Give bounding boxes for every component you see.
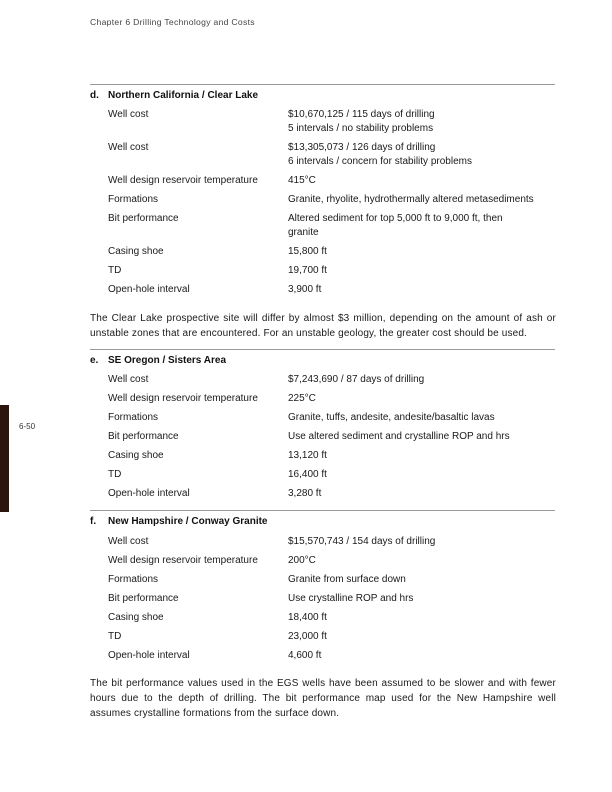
spec-label: Well design reservoir temperature — [108, 393, 258, 404]
body-paragraph: The Clear Lake prospective site will differ by almost $3 million, depending on the amount of ash or unstable zones that are encountered. For an unstable geology, the greater cost should be used. — [90, 313, 556, 339]
section-heading: Northern California / Clear Lake — [108, 90, 259, 101]
section-divider — [90, 510, 555, 511]
spec-value: Granite from surface down — [288, 574, 406, 585]
section-heading: New Hampshire / Conway Granite — [108, 516, 268, 527]
spec-label: Well design reservoir temperature — [108, 555, 258, 566]
spec-label: Bit performance — [108, 431, 179, 442]
spec-value: 15,800 ft — [288, 246, 327, 257]
spec-label: Casing shoe — [108, 450, 164, 461]
spec-label: Well design reservoir temperature — [108, 175, 258, 186]
spec-value: 19,700 ft — [288, 265, 327, 276]
spec-label: Well cost — [108, 109, 149, 120]
spec-value: Use altered sediment and crystalline ROP and hrs — [288, 431, 510, 442]
section-letter: e. — [90, 355, 99, 366]
spec-label: Casing shoe — [108, 612, 164, 623]
spec-value: 225°C — [288, 393, 316, 404]
spec-value: 4,600 ft — [288, 650, 322, 661]
spec-value: 415°C — [288, 175, 316, 186]
page-edge-tab — [0, 405, 9, 512]
spec-value: 23,000 ft — [288, 631, 327, 642]
spec-value: Granite, tuffs, andesite, andesite/basaltic lavas — [288, 412, 495, 423]
spec-label: Casing shoe — [108, 246, 164, 257]
spec-label: Formations — [108, 574, 159, 585]
section-title-d — [90, 90, 258, 101]
section-letter: d. — [90, 90, 99, 101]
spec-label: Bit performance — [108, 593, 179, 604]
spec-label: TD — [108, 265, 122, 276]
spec-label: TD — [108, 469, 122, 480]
spec-value: 3,900 ft — [288, 284, 322, 295]
running-head: Chapter 6 Drilling Technology and Costs — [90, 17, 255, 27]
spec-label: Formations — [108, 412, 159, 423]
spec-value: Use crystalline ROP and hrs — [288, 593, 414, 604]
section-divider — [90, 349, 555, 350]
spec-value: $13,305,073 / 126 days of drilling 6 intervals / concern for stability problems — [288, 142, 472, 167]
spec-value: 18,400 ft — [288, 612, 327, 623]
spec-label: Well cost — [108, 536, 149, 547]
spec-label: TD — [108, 631, 122, 642]
spec-label: Open-hole interval — [108, 284, 190, 295]
body-paragraph: The bit performance values used in the EGS wells have been assumed to be slower and with fewer hours due to the depth of drilling. The bit performance map used for the New Hampshire well assumes crystalline formations from the surface down. — [90, 678, 556, 719]
spec-value: $7,243,690 / 87 days of drilling — [288, 374, 425, 385]
spec-label: Bit performance — [108, 213, 179, 224]
spec-value: 16,400 ft — [288, 469, 327, 480]
spec-label: Well cost — [108, 374, 149, 385]
spec-label: Open-hole interval — [108, 650, 190, 661]
spec-value: Altered sediment for top 5,000 ft to 9,000 ft, then granite — [288, 213, 503, 238]
section-divider — [90, 84, 555, 85]
section-title-f — [90, 516, 268, 527]
spec-label: Open-hole interval — [108, 488, 190, 499]
spec-value: $15,570,743 / 154 days of drilling — [288, 536, 436, 547]
spec-value: Granite, rhyolite, hydrothermally altered metasediments — [288, 194, 534, 205]
section-heading: SE Oregon / Sisters Area — [108, 355, 227, 366]
section-title-e — [90, 355, 226, 366]
spec-value: 3,280 ft — [288, 488, 322, 499]
spec-value: 13,120 ft — [288, 450, 327, 461]
spec-label: Formations — [108, 194, 159, 205]
spec-value: 200°C — [288, 555, 316, 566]
spec-label: Well cost — [108, 142, 149, 153]
page-number: 6-50 — [19, 422, 36, 431]
section-letter: f. — [90, 516, 97, 527]
spec-value: $10,670,125 / 115 days of drilling 5 intervals / no stability problems — [288, 109, 435, 134]
